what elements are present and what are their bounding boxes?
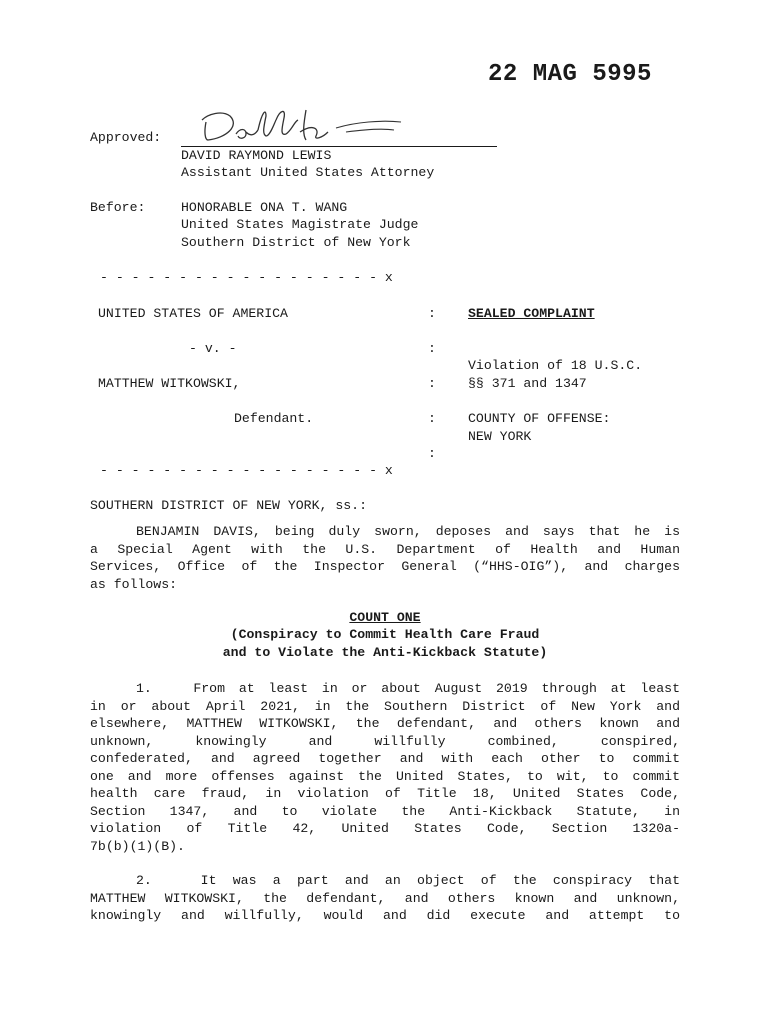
violation-line-1: Violation of 18 U.S.C. (468, 358, 643, 373)
judge-title: United States Magistrate Judge (181, 217, 419, 232)
paragraph-line: unknown, knowingly and willfully combined, conspired, (90, 733, 680, 749)
caption-bottom-rule: - - - - - - - - - - - - - - - - - - x (100, 463, 393, 478)
county-line-1: COUNTY OF OFFENSE: (468, 411, 611, 426)
intro-line: as follows: (90, 576, 178, 592)
paragraph-line: MATTHEW WITKOWSKI, the defendant, and others known and unknown, (90, 890, 680, 906)
violation-line-2: §§ 371 and 1347 (468, 376, 587, 391)
signature-image (196, 102, 411, 152)
case-number: 22 MAG 5995 (488, 61, 652, 88)
paragraph-line: violation of Title 42, United States Code, Section 1320a- (90, 821, 680, 836)
paragraph-line: 1. From at least in or about August 2019 through at least (136, 681, 680, 696)
approver-title: Assistant United States Attorney (181, 165, 435, 180)
paragraph-line: Section 1347, and to violate the Anti-Kickback Statute, in (90, 803, 680, 819)
intro-line: a Special Agent with the U.S. Department of Health and Human (90, 541, 680, 557)
county-line-2: NEW YORK (468, 429, 532, 444)
paragraph-line: 2. It was a part and an object of the conspiracy that (136, 873, 680, 888)
caption-colon: : (428, 376, 436, 391)
caption-colon: : (428, 446, 436, 461)
paragraph-1 (90, 680, 680, 855)
paragraph-line: 7b(b)(1)(B). (90, 838, 185, 854)
count-title: COUNT ONE (349, 610, 421, 625)
caption-colon: : (428, 411, 436, 426)
approver-name: DAVID RAYMOND LEWIS (181, 148, 332, 163)
approved-label: Approved: (90, 130, 162, 145)
paragraph-line: one and more offenses against the United States, to wit, to commit (90, 768, 680, 784)
caption-colon: : (428, 341, 436, 356)
intro-line: BENJAMIN DAVIS, being duly sworn, deposes and says that he is (136, 524, 680, 539)
defendant-name: MATTHEW WITKOWSKI, (98, 376, 241, 391)
plaintiff-name: UNITED STATES OF AMERICA (98, 306, 288, 321)
caption-colon: : (428, 306, 436, 321)
judge-name: HONORABLE ONA T. WANG (181, 200, 348, 215)
count-subtitle-line-2: and to Violate the Anti-Kickback Statute) (222, 645, 548, 660)
paragraph-2 (90, 872, 680, 925)
paragraph-line: in or about April 2021, in the Southern District of New York and (90, 698, 680, 714)
judge-district: Southern District of New York (181, 235, 411, 250)
paragraph-line: elsewhere, MATTHEW WITKOWSKI, the defendant, and others known and (90, 716, 680, 731)
paragraph-line: knowingly and willfully, would and did execute and attempt to (90, 908, 680, 923)
versus: - v. - (189, 341, 237, 356)
before-label: Before: (90, 200, 146, 215)
intro-line: Services, Office of the Inspector General (“HHS-OIG”), and charges (90, 559, 680, 574)
paragraph-line: confederated, and agreed together and with each other to commit (90, 751, 680, 766)
caption-top-rule: - - - - - - - - - - - - - - - - - - x (100, 270, 393, 285)
intro-paragraph (90, 523, 680, 593)
count-subtitle-line-1: (Conspiracy to Commit Health Care Fraud (230, 627, 540, 642)
paragraph-line: health care fraud, in violation of Title 18, United States Code, (90, 786, 680, 801)
defendant-label: Defendant. (234, 411, 314, 426)
document-type: SEALED COMPLAINT (468, 306, 595, 321)
venue: SOUTHERN DISTRICT OF NEW YORK, ss.: (90, 498, 367, 513)
